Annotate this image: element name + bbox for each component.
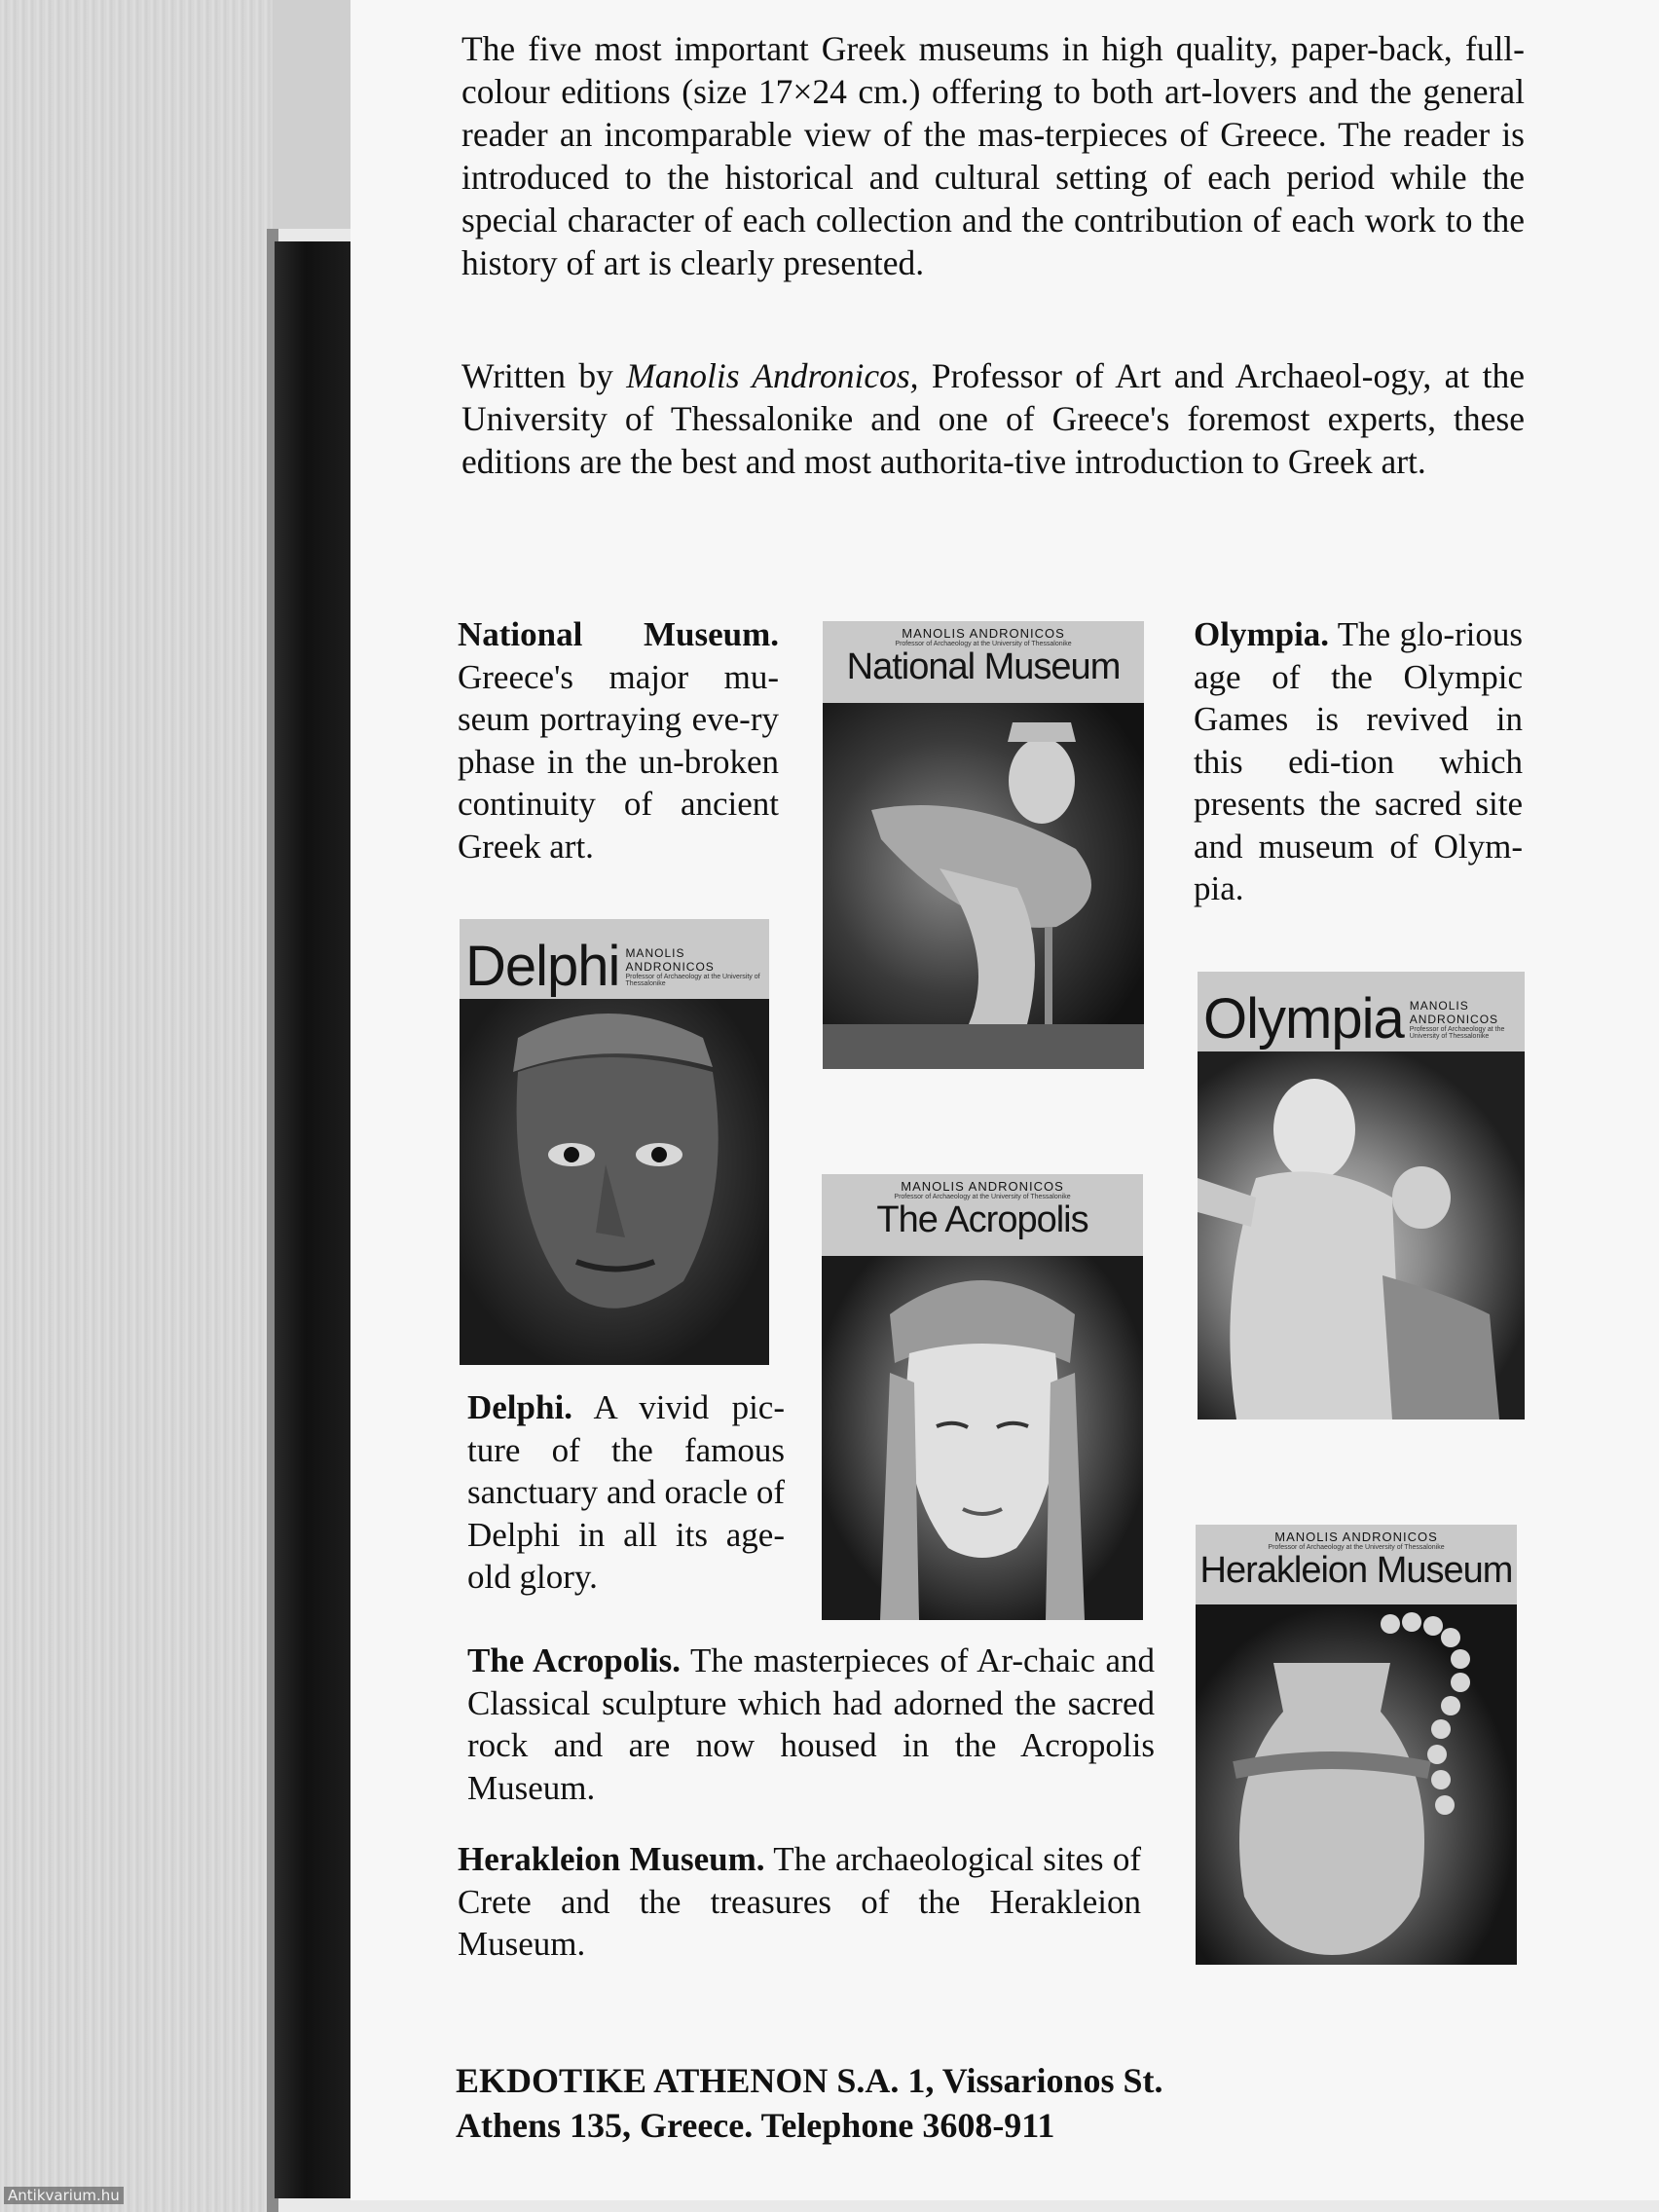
author-description: Professor of Art and Archaeol-ogy, at the University of Thessalonike and one of Greece's foremost experts, these editions are the best and most authorita-tive introduction to Greek art.: [461, 356, 1525, 481]
background-wall: [0, 0, 275, 2212]
cover-header: [823, 621, 1144, 703]
cover-subtitle: Professor of Archaeology at the University of Thessalonike: [1409, 1026, 1505, 1040]
blurb-text: Greece's major mu-seum portraying eve-ry phase in the un-broken continuity of ancient Greek art.: [458, 657, 779, 866]
intro-paragraph: The five most important Greek museums in high quality, paper-back, full-colour editions (size 17×24 cm.) offering to both art-lovers and the general reader an incomparable view of the mas-terpieces of Greece. The reader is introduced to the historical and cultural setting of each period while the special character of each collection and the contribution of each work to the history of art is clearly presented.: [461, 29, 1525, 282]
blurb-title: The Acropolis.: [467, 1641, 682, 1679]
blurb-herakleion-museum: [458, 1838, 1141, 1966]
cover-author: MANOLIS ANDRONICOS: [1409, 999, 1499, 1026]
cover-author: MANOLIS ANDRONICOS: [901, 1179, 1064, 1194]
cover-herakleion-museum: [1196, 1525, 1517, 1965]
cover-delphi: [460, 919, 769, 1365]
blurb-text: The glo-rious age of the Olympic Games is revived in this edi-tion which presents the sacred site and museum of Olym-pia.: [1194, 615, 1523, 907]
watermark: Antikvarium.hu: [4, 2187, 124, 2204]
publisher-address: [456, 2058, 1332, 2148]
cover-subtitle: Professor of Archaeology at the University of Thessalonike: [625, 974, 760, 987]
charioteer-illustration: [460, 999, 769, 1365]
blurb-title: Herakleion Museum.: [458, 1840, 765, 1878]
cover-subtitle: Professor of Archaeology at the University of Thessalonike: [894, 1194, 1071, 1200]
blurb-national-museum: [458, 613, 779, 867]
cover-title: Olympia: [1203, 987, 1404, 1051]
hermes-illustration: [1198, 1051, 1525, 1419]
author-paragraph: [461, 354, 1525, 483]
cover-title: National Museum: [846, 646, 1121, 687]
blurb-delphi: [467, 1386, 785, 1599]
blurb-text: A vivid pic-ture of the famous sanctuary and oracle of Delphi in all its age-old glory.: [467, 1388, 785, 1596]
publisher-line-1: EKDOTIKE ATHENON S.A. 1, Vissarionos St.: [456, 2061, 1163, 2100]
kore-illustration: [822, 1256, 1143, 1620]
cover-title: Delphi: [465, 935, 620, 998]
cover-title: The Acropolis: [876, 1199, 1088, 1240]
blurb-title: National Museum.: [458, 615, 779, 653]
vase-illustration: [1196, 1604, 1517, 1965]
book-edge: [273, 0, 352, 229]
cover-header: [1196, 1525, 1517, 1604]
publisher-line-2: Athens 135, Greece. Telephone 3608-911: [456, 2106, 1055, 2145]
blurb-olympia: [1194, 613, 1523, 910]
cover-author: MANOLIS ANDRONICOS: [1274, 1530, 1438, 1544]
hermes-statue-image: [1198, 1051, 1525, 1419]
blurb-text: The masterpieces of Ar-chaic and Classical sculpture which had adorned the sacred rock and are now housed in the Acropolis Museum.: [467, 1641, 1155, 1807]
cover-subtitle: Professor of Archaeology at the University of Thessalonike: [895, 641, 1072, 647]
rhyton-vase-image: [1196, 1604, 1517, 1965]
blurb-title: Olympia.: [1194, 615, 1330, 653]
charioteer-head-image: [460, 999, 769, 1365]
sphinx-sculpture-image: [823, 703, 1144, 1069]
author-prefix: Written by: [461, 356, 627, 395]
cover-header: [1198, 972, 1525, 1059]
blurb-text: The archaeological sites of Crete and the treasures of the Herakleion Museum.: [458, 1840, 1141, 1963]
cover-author: MANOLIS ANDRONICOS: [625, 946, 715, 974]
blurb-acropolis: [467, 1640, 1155, 1809]
blurb-title: Delphi.: [467, 1388, 572, 1426]
kore-statue-image: [822, 1256, 1143, 1620]
sphinx-illustration: [823, 703, 1144, 1069]
cover-title: Herakleion Museum: [1199, 1550, 1513, 1591]
author-name: Manolis Andronicos,: [626, 356, 919, 395]
cover-author: MANOLIS ANDRONICOS: [902, 626, 1065, 641]
cover-header: [460, 919, 769, 1007]
cover-national-museum: [823, 621, 1144, 1069]
cover-subtitle: Professor of Archaeology at the University of Thessalonike: [1268, 1544, 1445, 1551]
cover-header: [822, 1174, 1143, 1256]
book-spine: [275, 241, 352, 2198]
cover-acropolis: [822, 1174, 1143, 1620]
cover-olympia: [1198, 972, 1525, 1419]
